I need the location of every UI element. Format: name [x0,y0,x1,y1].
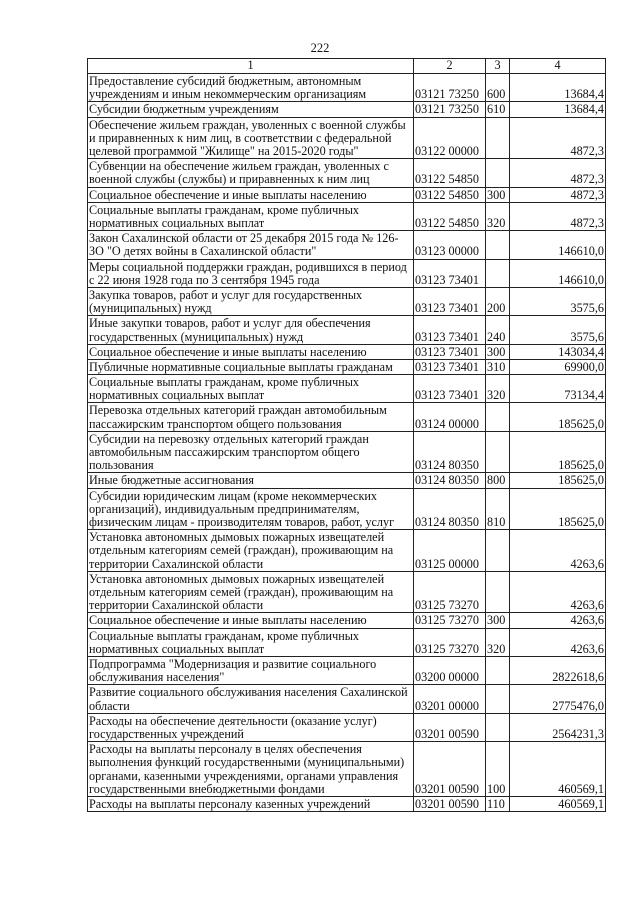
row-name-cell: Развитие социального обслуживания населения Сахалинской области [88,685,414,713]
row-vr-cell: 320 [486,628,510,656]
row-name-cell: Социальное обеспечение и иные выплаты населению [88,344,414,359]
row-code-cell: 03201 00590 [414,713,486,741]
table-row [88,613,606,628]
table-row [88,74,606,102]
row-name-cell: Социальные выплаты гражданам, кроме публичных нормативных социальных выплат [88,202,414,230]
row-amount-cell: 4263,6 [510,613,606,628]
row-name-cell: Обеспечение жильем граждан, уволенных с военной службы и приравненных к ним лиц, в соответствии с федеральной целевой программой "Жилище" на 2015-2020 годы" [88,117,414,159]
table-row [88,359,606,374]
row-code-cell: 03201 00590 [414,742,486,797]
row-vr-cell [486,431,510,473]
table-header-row [88,59,606,74]
row-vr-cell: 300 [486,613,510,628]
table-row [88,287,606,315]
page-number: 222 [310,41,330,55]
row-amount-cell: 3575,6 [510,316,606,344]
row-amount-cell: 185625,0 [510,403,606,431]
row-amount-cell: 460569,1 [510,796,606,811]
row-code-cell: 03123 73401 [414,316,486,344]
table-row [88,685,606,713]
row-vr-cell: 810 [486,488,510,530]
table-row [88,159,606,187]
row-vr-cell: 320 [486,375,510,403]
row-name-cell: Подпрограмма "Модернизация и развитие социального обслуживания населения" [88,657,414,685]
row-amount-cell: 185625,0 [510,473,606,488]
table-row [88,231,606,259]
row-name-cell: Субсидии на перевозку отдельных категорий граждан автомобильным пассажирским транспортом общего пользования [88,431,414,473]
row-code-cell: 03123 73401 [414,259,486,287]
row-name-cell: Иные закупки товаров, работ и услуг для обеспечения государственных (муниципальных) нужд [88,316,414,344]
column-header-code: 2 [414,59,486,74]
row-amount-cell: 13684,4 [510,102,606,117]
row-code-cell: 03124 00000 [414,403,486,431]
row-code-cell: 03123 73401 [414,344,486,359]
row-vr-cell: 310 [486,359,510,374]
row-name-cell: Субсидии бюджетным учреждениям [88,102,414,117]
table-row [88,259,606,287]
row-name-cell: Публичные нормативные социальные выплаты гражданам [88,359,414,374]
row-name-cell: Социальное обеспечение и иные выплаты населению [88,613,414,628]
table-row [88,187,606,202]
row-name-cell: Расходы на обеспечение деятельности (оказание услуг) государственных учреждений [88,713,414,741]
row-code-cell: 03124 80350 [414,488,486,530]
table-row [88,117,606,159]
row-vr-cell [486,117,510,159]
row-amount-cell: 185625,0 [510,431,606,473]
row-name-cell: Меры социальной поддержки граждан, родившихся в период с 22 июня 1928 года по 3 сентября 1945 года [88,259,414,287]
row-code-cell: 03122 00000 [414,117,486,159]
row-vr-cell [486,685,510,713]
column-header-vr: 3 [486,59,510,74]
row-amount-cell: 4872,3 [510,187,606,202]
row-code-cell: 03125 73270 [414,613,486,628]
row-amount-cell: 4872,3 [510,159,606,187]
row-vr-cell [486,159,510,187]
row-vr-cell: 800 [486,473,510,488]
row-vr-cell: 300 [486,344,510,359]
row-amount-cell: 13684,4 [510,74,606,102]
row-name-cell: Социальное обеспечение и иные выплаты населению [88,187,414,202]
row-code-cell: 03122 54850 [414,202,486,230]
table-row [88,657,606,685]
row-code-cell: 03121 73250 [414,102,486,117]
row-vr-cell: 240 [486,316,510,344]
row-vr-cell [486,403,510,431]
row-vr-cell [486,713,510,741]
row-amount-cell: 146610,0 [510,231,606,259]
row-amount-cell: 2822618,6 [510,657,606,685]
row-name-cell: Перевозка отдельных категорий граждан автомобильным пассажирским транспортом общего пользования [88,403,414,431]
table-row [88,202,606,230]
row-vr-cell [486,530,510,572]
row-name-cell: Закупка товаров, работ и услуг для государственных (муниципальных) нужд [88,287,414,315]
row-amount-cell: 4263,6 [510,530,606,572]
row-amount-cell: 4872,3 [510,117,606,159]
table-row [88,530,606,572]
row-code-cell: 03123 73401 [414,359,486,374]
row-code-cell: 03122 54850 [414,159,486,187]
row-name-cell: Расходы на выплаты персоналу казенных учреждений [88,796,414,811]
row-amount-cell: 69900,0 [510,359,606,374]
table-row [88,628,606,656]
row-amount-cell: 146610,0 [510,259,606,287]
row-amount-cell: 143034,4 [510,344,606,359]
row-name-cell: Установка автономных дымовых пожарных извещателей отдельным категориям семей (граждан), проживающим на территории Сахалинской области [88,571,414,613]
row-code-cell: 03121 73250 [414,74,486,102]
row-name-cell: Субсидии юридическим лицам (кроме некоммерческих организаций), индивидуальным предпринимателям, физическим лицам - производителям товаров, работ, услуг [88,488,414,530]
row-code-cell: 03200 00000 [414,657,486,685]
row-code-cell: 03123 00000 [414,231,486,259]
row-code-cell: 03201 00000 [414,685,486,713]
row-code-cell: 03124 80350 [414,473,486,488]
row-vr-cell: 300 [486,187,510,202]
row-code-cell: 03125 73270 [414,628,486,656]
row-code-cell: 03122 54850 [414,187,486,202]
row-vr-cell: 110 [486,796,510,811]
row-vr-cell: 320 [486,202,510,230]
row-vr-cell: 200 [486,287,510,315]
row-amount-cell: 460569,1 [510,742,606,797]
row-amount-cell: 4263,6 [510,628,606,656]
table-row [88,403,606,431]
table-row [88,571,606,613]
row-amount-cell: 2564231,3 [510,713,606,741]
table-row [88,344,606,359]
row-name-cell: Установка автономных дымовых пожарных извещателей отдельным категориям семей (граждан), проживающим на территории Сахалинской области [88,530,414,572]
column-header-name: 1 [88,59,414,74]
row-vr-cell: 100 [486,742,510,797]
row-vr-cell: 600 [486,74,510,102]
row-vr-cell [486,231,510,259]
row-name-cell: Социальные выплаты гражданам, кроме публичных нормативных социальных выплат [88,375,414,403]
row-code-cell: 03123 73401 [414,287,486,315]
row-name-cell: Закон Сахалинской области от 25 декабря 2015 года № 126-ЗО "О детях войны в Сахалинской области" [88,231,414,259]
row-name-cell: Предоставление субсидий бюджетным, автономным учреждениям и иным некоммерческим организациям [88,74,414,102]
row-vr-cell [486,571,510,613]
table-row [88,102,606,117]
row-name-cell: Социальные выплаты гражданам, кроме публичных нормативных социальных выплат [88,628,414,656]
budget-table [87,58,606,812]
row-code-cell: 03125 73270 [414,571,486,613]
row-amount-cell: 185625,0 [510,488,606,530]
row-amount-cell: 4872,3 [510,202,606,230]
row-vr-cell: 610 [486,102,510,117]
row-amount-cell: 73134,4 [510,375,606,403]
column-header-amount: 4 [510,59,606,74]
table-row [88,431,606,473]
row-amount-cell: 2775476,0 [510,685,606,713]
row-vr-cell [486,657,510,685]
row-code-cell: 03201 00590 [414,796,486,811]
table-row [88,316,606,344]
table-row [88,742,606,797]
table-row [88,796,606,811]
row-vr-cell [486,259,510,287]
table-row [88,713,606,741]
table-row [88,473,606,488]
table-row [88,488,606,530]
row-amount-cell: 4263,6 [510,571,606,613]
row-code-cell: 03125 00000 [414,530,486,572]
row-name-cell: Иные бюджетные ассигнования [88,473,414,488]
row-code-cell: 03124 80350 [414,431,486,473]
row-amount-cell: 3575,6 [510,287,606,315]
row-name-cell: Субвенции на обеспечение жильем граждан, уволенных с военной службы (службы) и приравненных к ним лиц [88,159,414,187]
row-name-cell: Расходы на выплаты персоналу в целях обеспечения выполнения функций государственными (муниципальными) органами, казенными учреждениями, органами управления государственными внебюджетными фондами [88,742,414,797]
table-row [88,375,606,403]
row-code-cell: 03123 73401 [414,375,486,403]
